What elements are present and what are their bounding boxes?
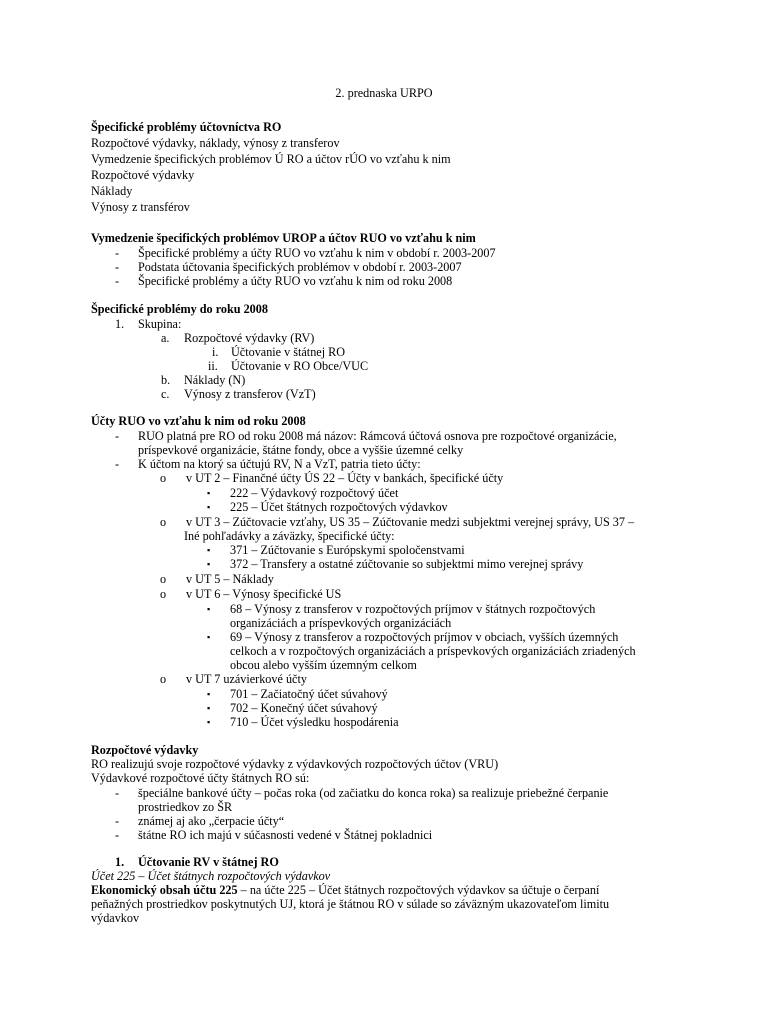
text-line: Rozpočtové výdavky, náklady, výnosy z transferov (91, 136, 340, 150)
list-marker: ▪ (207, 632, 211, 642)
paragraph-line: výdavkov (91, 911, 140, 925)
list-item: Špecifické problémy a účty RUO vo vzťahu k nim v období r. 2003-2007 (138, 246, 496, 260)
list-item: 225 – Účet štátnych rozpočtových výdavkov (230, 500, 448, 514)
list-item: Podstata účtovania špecifických problémov v období r. 2003-2007 (138, 260, 462, 274)
paragraph-line (91, 883, 599, 897)
list-item-continuation: príspevkové organizácie, štátne fondy, obce a vyššie územné celky (138, 443, 464, 457)
text-line: Výnosy z transférov (91, 200, 190, 214)
list-item: Špecifické problémy a účty RUO vo vzťahu k nim od roku 2008 (138, 274, 453, 288)
section-heading: Účtovanie RV v štátnej RO (138, 855, 279, 869)
list-item-continuation: celkoch a v rozpočtových organizáciách a príspevkových organizáciách zriadených (230, 644, 636, 658)
text-line: Náklady (91, 184, 133, 198)
paragraph-lead: Ekonomický obsah účtu 225 (91, 883, 238, 897)
list-marker: 1. (115, 317, 125, 331)
list-marker: ▪ (207, 545, 211, 555)
list-marker: o (160, 471, 167, 485)
list-marker: - (115, 260, 120, 274)
list-marker: ▪ (207, 559, 211, 569)
list-item: v UT 6 – Výnosy špecifické US (186, 587, 342, 601)
list-item-continuation: prostriedkov zo ŠR (138, 800, 233, 814)
paragraph-line: peňažných prostriedkov poskytnutých UJ, ktorá je štátnou RO v súlade so záväzným ukazovateľom limitu (91, 897, 610, 911)
section-heading: Špecifické problémy účtovníctva RO (91, 120, 282, 134)
list-item: v UT 2 – Finančné účty ÚS 22 – Účty v bankách, špecifické účty (186, 471, 504, 485)
list-marker: b. (161, 373, 171, 387)
list-marker: ▪ (207, 488, 211, 498)
list-marker: - (115, 457, 120, 471)
list-marker: - (115, 429, 120, 443)
list-marker: ii. (208, 359, 218, 373)
list-item: v UT 7 uzávierkové účty (186, 672, 307, 686)
section-subheading: Účet 225 – Účet štátnych rozpočtových výdavkov (91, 869, 331, 883)
list-item: Náklady (N) (184, 373, 246, 387)
section-heading: Špecifické problémy do roku 2008 (91, 302, 268, 316)
list-marker: - (115, 246, 120, 260)
list-marker: ▪ (207, 703, 211, 713)
list-marker: i. (212, 345, 219, 359)
list-marker: o (160, 672, 167, 686)
list-item-continuation: organizáciách a príspevkových organizáciách (230, 616, 452, 630)
list-item: 710 – Účet výsledku hospodárenia (230, 715, 399, 729)
list-marker: o (160, 515, 167, 529)
list-marker: o (160, 587, 167, 601)
list-item: 372 – Transfery a ostatné zúčtovanie so subjektmi mimo verejnej správy (230, 557, 584, 571)
list-marker: - (115, 814, 120, 828)
list-item: 222 – Výdavkový rozpočtový účet (230, 486, 399, 500)
list-marker: - (115, 786, 120, 800)
list-item: 702 – Konečný účet súvahový (230, 701, 378, 715)
list-marker: ▪ (207, 689, 211, 699)
list-item: 68 – Výnosy z transferov v rozpočtových príjmov v štátnych rozpočtových (230, 602, 596, 616)
list-marker: c. (161, 387, 170, 401)
list-item: v UT 3 – Zúčtovacie vzťahy, US 35 – Zúčtovanie medzi subjektmi verejnej správy, US 37 – (186, 515, 635, 529)
list-marker: ▪ (207, 604, 211, 614)
list-item: RUO platná pre RO od roku 2008 má názov: Rámcová účtová osnova pre rozpočtové organizácie, (138, 429, 617, 443)
list-marker: o (160, 572, 167, 586)
list-item: Skupina: (138, 317, 182, 331)
text-line: Výdavkové rozpočtové účty štátnych RO sú: (91, 771, 310, 785)
section-heading: Účty RUO vo vzťahu k nim od roku 2008 (91, 414, 306, 428)
document-title: 2. prednaska URPO (335, 86, 433, 100)
list-item: Výnosy z transferov (VzT) (184, 387, 316, 401)
list-item: Účtovanie v štátnej RO (231, 345, 346, 359)
list-item: známej aj ako „čerpacie účty“ (138, 814, 285, 828)
list-item: Rozpočtové výdavky (RV) (184, 331, 315, 345)
list-marker: - (115, 828, 120, 842)
list-item-continuation: Iné pohľadávky a záväzky, špecifické účty: (184, 529, 395, 543)
text-line: RO realizujú svoje rozpočtové výdavky z výdavkových rozpočtových účtov (VRU) (91, 757, 499, 771)
list-item-continuation: obcou alebo vyšším územným celkom (230, 658, 417, 672)
list-item: K účtom na ktorý sa účtujú RV, N a VzT, patria tieto účty: (138, 457, 421, 471)
list-marker: - (115, 274, 120, 288)
list-marker: ▪ (207, 502, 211, 512)
text-line: Vymedzenie špecifických problémov Ú RO a účtov rÚO vo vzťahu k nim (91, 152, 451, 166)
list-item: špeciálne bankové účty – počas roka (od začiatku do konca roka) sa realizuje priebežné čerpanie (138, 786, 609, 800)
section-number: 1. (115, 855, 125, 869)
list-marker: a. (161, 331, 170, 345)
list-marker: ▪ (207, 717, 211, 727)
paragraph-text: – na účte 225 – Účet štátnych rozpočtových výdavkov sa účtuje o čerpaní (237, 883, 600, 897)
section-heading: Vymedzenie špecifických problémov UROP a účtov RUO vo vzťahu k nim (91, 231, 476, 245)
list-item: 69 – Výnosy z transferov a rozpočtových príjmov v obciach, vyšších územných (230, 630, 619, 644)
list-item: Účtovanie v RO Obce/VUC (231, 359, 369, 373)
list-item: štátne RO ich majú v súčasnosti vedené v Štátnej pokladnici (138, 828, 433, 842)
list-item: v UT 5 – Náklady (186, 572, 274, 586)
section-heading: Rozpočtové výdavky (91, 743, 199, 757)
text-line: Rozpočtové výdavky (91, 168, 195, 182)
list-item: 371 – Zúčtovanie s Európskymi spoločenstvami (230, 543, 465, 557)
list-item: 701 – Začiatočný účet súvahový (230, 687, 388, 701)
